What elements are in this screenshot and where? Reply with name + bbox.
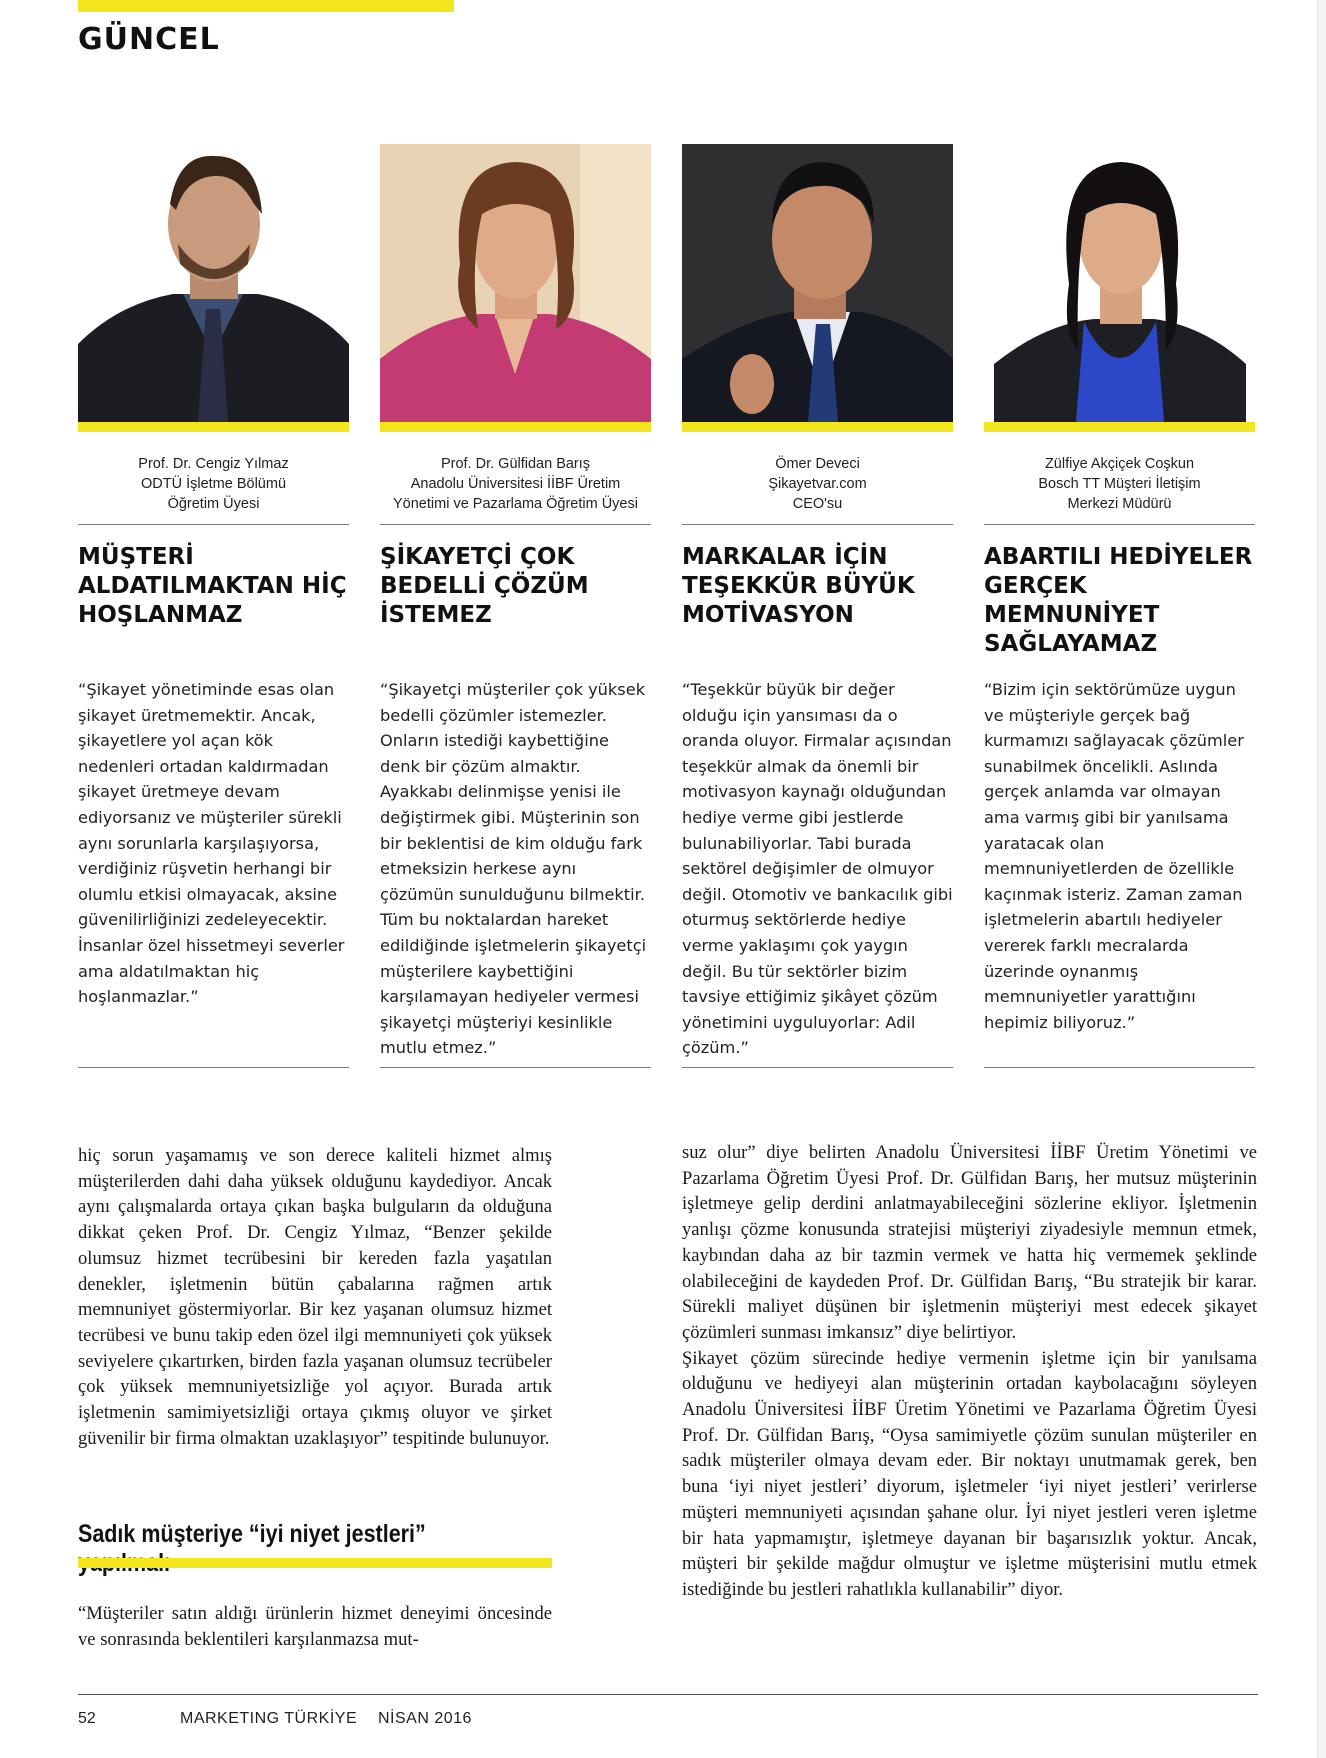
body-column-left-continued xyxy=(78,1601,552,1652)
caption-affiliation: Anadolu Üniversitesi İİBF Üretim xyxy=(410,476,621,492)
divider xyxy=(984,524,1255,525)
footer-issue: NİSAN 2016 xyxy=(378,1710,472,1727)
divider xyxy=(682,524,953,525)
page-edge xyxy=(1317,0,1326,1758)
caption-name: Zülfiye Akçiçek Coşkun xyxy=(1044,456,1195,472)
profile-headline-4: ABARTILI HEDİYELER GERÇEK MEMNUNİYET SAĞLAYAMAZ xyxy=(984,544,1253,657)
profile-headline-3: MARKALAR İÇİN TEŞEKKÜR BÜYÜK MOTİVASYON xyxy=(682,544,915,628)
profile-quote-1: “Şikayet yönetiminde esas olan şikayet üretmemektir. Ancak, şikayetlere yol açan kök nedenleri ortadan kaldırmadan şikayet üretmeye devam ediyorsanız ve müşteriler sürekli aynı sorunlarla karşılaşıyorsa, verdiğiniz rüşvetin herhangi bir olumlu etkisi olmayacak, aksine güvenilirliğinizi zedeleyecektir. İnsanlar özel hissetmeyi severler ama aldatılmaktan hiç hoşlanmazlar.” xyxy=(78,680,345,1007)
profile-quote-2: “Şikayetçi müşteriler çok yüksek bedelli çözümler istemezler. Onların istediği kaybettiğine denk bir çözüm almaktır. Ayakkabı delinmişse yenisi ile değiştirmek gibi. Müşterinin son bir beklentisi de kim olduğu fark etmeksizin herkese aynı çözümün sunulduğunu bilmektir. Tüm bu noktalardan hareket edildiğinde işletmelerin şikayetçi müşterilere kaybettiğini karşılamayan hediyeler vermesi şikayetçi müşteriyi kesinlikle mutlu etmez.” xyxy=(380,680,647,1058)
body-paragraph: suz olur” diye belirten Anadolu Üniversitesi İİBF Üretim Yönetimi ve Pazarlama Öğretim Üyesi Prof. Dr. Gülfidan Barış, her mutsuz müşterinin işletmeye gelip derdini anlatmayabileceğini sözlerine ekliyor. İşletmenin yanlışı çözme konusunda stratejisi müşteriyi ziyadesiyle memnun etmek, kaybından daha az bir tazmin vermek ve hatta hiç vermemek şeklinde olabileceğini de kaydeden Prof. Dr. Gülfidan Barış, “Bu stratejik bir karar. Sürekli maliyet düşünen bir işletmenin müşteriyi mest edecek şikayet çözümleri sunması imkansız” diye belirtiyor. xyxy=(682,1142,1257,1343)
body-column-right xyxy=(682,1140,1257,1603)
body-paragraph: Şikayet çözüm sürecinde hediye vermenin işletme için bir yanılsama olduğunu ve hediyeyi alan müşterinin ortadan kaybolacağını söyleyen Anadolu Üniversitesi İİBF Üretim Yönetimi ve Pazarlama Öğretim Üyesi Prof. Dr. Gülfidan Barış, “Oysa samimiyetle çözüm sunulan müşteriler en sadık müşteriler olmaya devam eder. Bir noktayı unutmamak gerek, ben buna ‘iyi niyet jestleri’ diyorum, işletmeler ‘iyi niyet jestleri’ verirlerse müşteri memnuniyeti açısından şahane olur. İyi niyet jestleri veren işletme bir hata yapmamıştır, işletmeye dayanan bir başarısızlık yoktur. Ancak, müşteri bir şekilde mağdur olmuştur ve işletme müşterisini mutlu etmek istediğinde bu jestleri rahatlıkla kullanabilir” diyor. xyxy=(682,1347,1257,1600)
caption-title: Merkezi Müdürü xyxy=(1067,496,1172,512)
portrait-photo-2 xyxy=(380,144,651,432)
divider xyxy=(78,524,349,525)
profile-caption-4 xyxy=(984,454,1255,514)
footer-divider xyxy=(78,1694,1258,1695)
page-number: 52 xyxy=(78,1710,96,1727)
profile-quote-3: “Teşekkür büyük bir değer olduğu için yansıması da o oranda oluyor. Firmalar açısından teşekkür almak da önemli bir motivasyon kaynağı olduğundan hediye verme gibi jestlerde bulunabiliyorlar. Tabi burada sektörel değişimler de olmuyor değil. Otomotiv ve bankacılık gibi oturmuş sektörlerde hediye verme yaklaşımı çok yaygın değil. Bu tür sektörler bizim tavsiye ettiğimiz şikâyet çözüm yönetimini uyguluyorlar: Adil çözüm.” xyxy=(682,680,953,1058)
portrait-photo-1 xyxy=(78,144,349,432)
portrait-photo-4 xyxy=(984,144,1255,432)
profile-headline-2: ŞİKAYETÇİ ÇOK BEDELLİ ÇÖZÜM İSTEMEZ xyxy=(380,544,589,628)
caption-title: CEO'su xyxy=(792,496,843,512)
caption-name: Ömer Deveci xyxy=(775,456,860,472)
profile-headline-1: MÜŞTERİ ALDATILMAKTAN HİÇ HOŞLANMAZ xyxy=(78,544,347,628)
divider xyxy=(380,1067,651,1068)
divider xyxy=(380,524,651,525)
profile-quote-4: “Bizim için sektörümüze uygun ve müşteriyle gerçek bağ kurmamızı sağlayacak çözümler sunabilmek öncelikli. Aslında gerçek anlamda var olmayan ama varmış gibi bir yanılsama yaratacak olan memnuniyetlerden de özellikle kaçınmak isteriz. Zaman zaman işletmelerin abartılı hediyeler vererek farklı mecralarda üzerinde oynanmış memnuniyetler yarattığını hepimiz biliyoruz.” xyxy=(984,680,1244,1032)
profile-caption-3 xyxy=(682,454,953,514)
profile-card-4 xyxy=(984,144,1255,1068)
caption-affiliation: Şikayetvar.com xyxy=(768,476,867,492)
caption-name: Prof. Dr. Gülfidan Barış xyxy=(440,456,591,472)
profile-caption-2 xyxy=(380,454,651,514)
portrait-photo-3 xyxy=(682,144,953,432)
body-paragraph: hiç sorun yaşamamış ve son derece kaliteli hizmet almış müşterilerden dahi daha yüksek olduğunu kaydediyor. Ancak aynı çalışmalarda ortaya çıkan başka bulguların da olduğuna dikkat çeken Prof. Dr. Cengiz Yılmaz, “Benzer şekilde olumsuz hizmet tecrübesini bir kereden fazla yaşatılan denekler, işletmenin bütün çabalarına rağmen artık memnuniyet göstermiyorlar. Bir kez yaşanan olumsuz hizmet tecrübesi ve bunu takip eden özel ilgi memnuniyeti çok yüksek seviyelere çıkartırken, birden fazla yaşanan olumsuz tecrübeler çok yüksek memnuniyetsizliğe yol açıyor. Burada artık işletmenin samimiyetsizliği ortaya çıkmış oluyor ve şirket güvenilir bir firma olmaktan uzaklaşıyor” tespitinde bulunuyor. xyxy=(78,1145,552,1449)
profile-caption-1 xyxy=(78,454,349,514)
profile-card-2 xyxy=(380,144,651,1068)
header-accent-bar xyxy=(78,0,454,12)
caption-affiliation: ODTÜ İşletme Bölümü xyxy=(140,476,287,492)
profile-card-3 xyxy=(682,144,953,1068)
subheading: Sadık müşteriye “iyi niyet jestleri” xyxy=(78,1520,426,1548)
footer-magazine: MARKETING TÜRKİYE xyxy=(180,1710,358,1727)
divider xyxy=(682,1067,953,1068)
caption-title: Öğretim Üyesi xyxy=(167,496,260,512)
section-label: GÜNCEL xyxy=(78,22,220,57)
caption-title: Yönetimi ve Pazarlama Öğretim Üyesi xyxy=(393,496,638,512)
body-column-left xyxy=(78,1143,552,1451)
subheading-underline-bar xyxy=(78,1558,552,1568)
divider xyxy=(984,1067,1255,1068)
caption-name: Prof. Dr. Cengiz Yılmaz xyxy=(138,456,289,472)
caption-affiliation: Bosch TT Müşteri İletişim xyxy=(1038,476,1201,492)
body-paragraph: “Müşteriler satın aldığı ürünlerin hizmet deneyimi öncesinde ve sonrasında beklentileri karşılanmazsa mut- xyxy=(78,1603,552,1650)
divider xyxy=(78,1067,349,1068)
profile-card-1 xyxy=(78,144,349,1068)
